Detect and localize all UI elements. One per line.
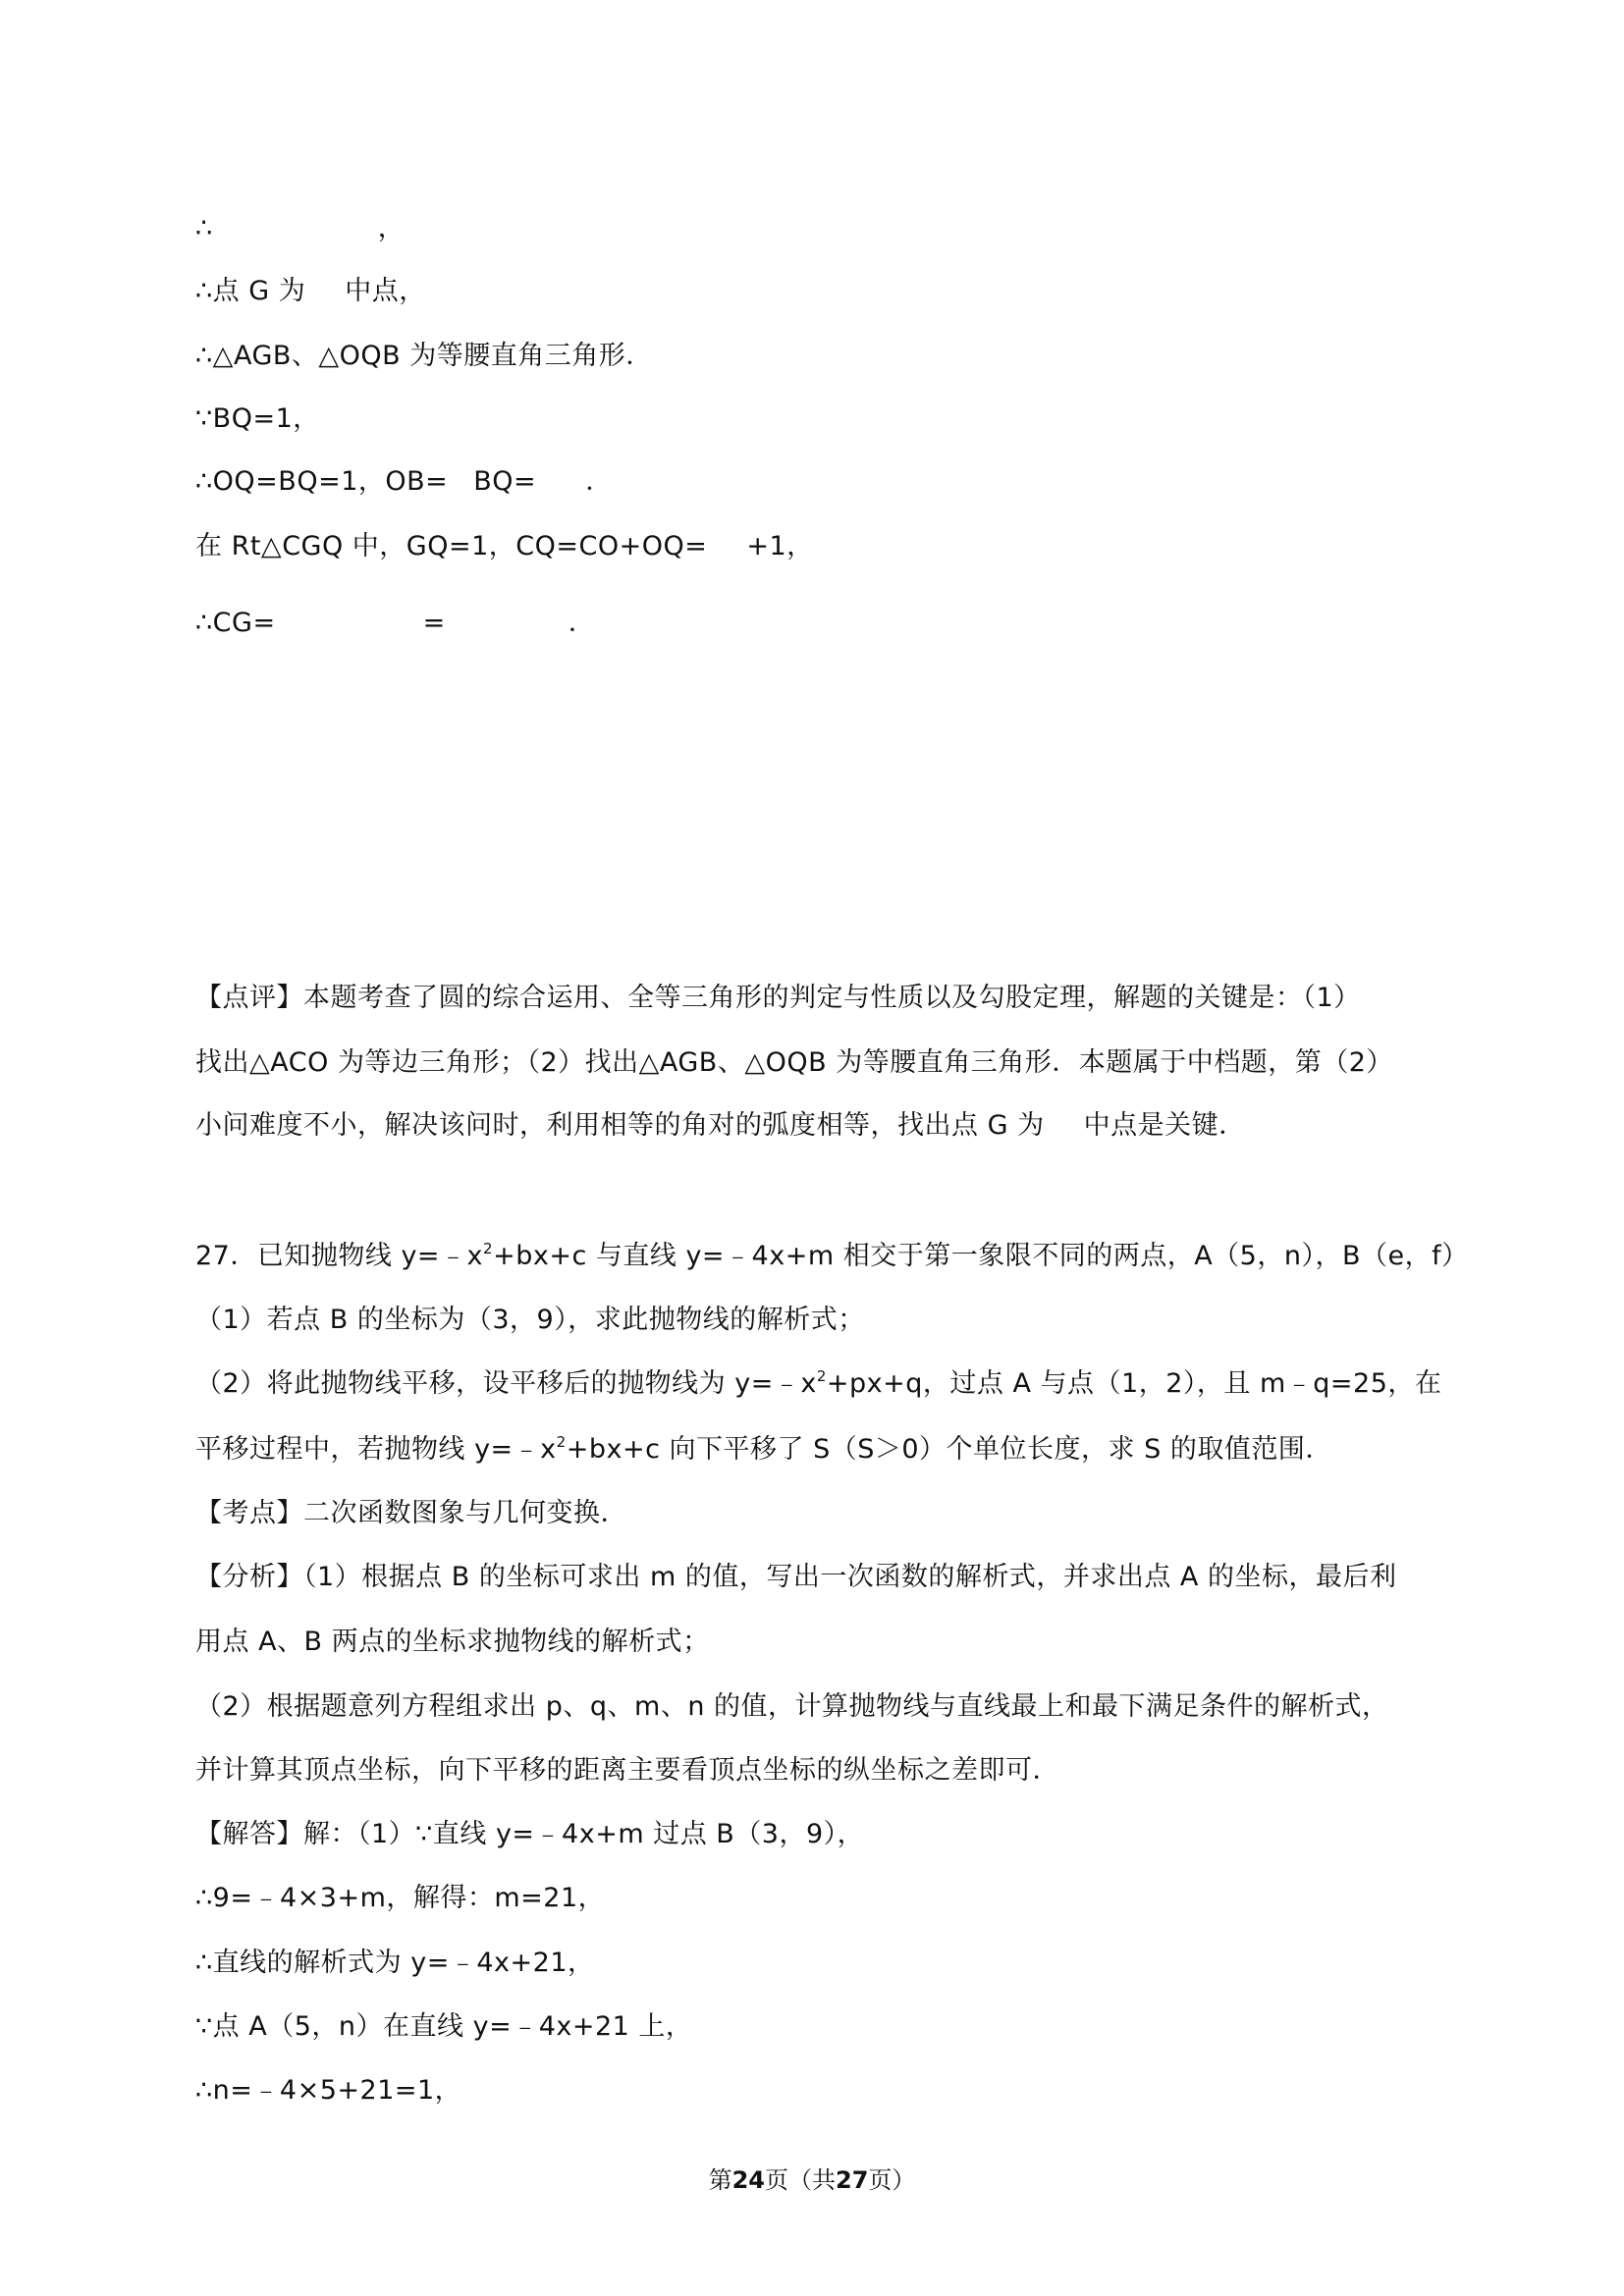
question-27-fenxi-4: 并计算其顶点坐标，向下平移的距离主要看顶点坐标的纵坐标之差即可． [195,1755,1059,1786]
question-27-fenxi-2: 用点 A、B 两点的坐标求抛物线的解析式； [195,1627,710,1657]
question-27-fenxi-3: （2）根据题意列方程组求出 p、q、m、n 的值，计算抛物线与直线最上和最下满足条件的解析式， [195,1691,1389,1722]
comment-line-2: 找出△ACO 为等边三角形；（2）找出△AGB、△OQB 为等腰直角三角形．本题属于中档题，第（2） [195,1047,1393,1078]
proof-line-6: 在 Rt△CGQ 中，GQ=1，CQ=CO+OQ= +1， [195,531,814,561]
question-27-part-2-line-2: 平移过程中，若抛物线 $y=﹣x^2+bx+c$ 向下平移了 S（S＞0）个单位长度，求 S 的取值范围． [195,1433,1332,1465]
proof-line-7: ∴CG= = ． [195,608,596,638]
page-footer: 第24页（共27页） [708,2166,916,2194]
question-27-fenxi-1: 【分析】（1）根据点 B 的坐标可求出 m 的值，写出一次函数的解析式，并求出点 A 的坐标，最后利 [195,1562,1397,1592]
comment-line-3: 小问难度不小，解决该问时，利用相等的角对的弧度相等，找出点 G 为 中点是关键． [195,1110,1246,1141]
question-27-part-1: （1）若点 B 的坐标为（3，9），求此抛物线的解析式； [195,1305,865,1335]
question-27-stem: 27．已知抛物线 $y=﹣x^2+bx+c$ 与直线 y=﹣4x+m 相交于第一象限不同的两点，A（5，n），B（e，f） [195,1240,1469,1271]
question-27-jieda-1: 【解答】解：（1）∵直线 y=﹣4x+m 过点 B（3，9）， [195,1819,865,1849]
proof-line-2: ∴点 G 为 中点， [195,276,426,306]
comment-line-1: 【点评】本题考查了圆的综合运用、全等三角形的判定与性质以及勾股定理，解题的关键是：（1） [195,983,1361,1013]
proof-line-4: ∵BQ=1， [195,403,320,434]
question-27-jieda-4: ∵点 A（5，n）在直线 y=﹣4x+21 上， [195,2011,693,2042]
question-27-kaodian: 【考点】二次函数图象与几何变换． [195,1498,627,1528]
proof-line-5: ∴OQ=BQ=1，OB= BQ= ． [195,466,613,497]
question-27-part-2-line-1: （2）将此抛物线平移，设平移后的抛物线为 $y=﹣x^2+px+q$，过点 A 与点（1，2），且 m﹣q=25，在 [195,1367,1442,1399]
page-number: 24 [731,2166,765,2194]
proof-line-3: ∴△AGB、△OQB 为等腰直角三角形． [195,341,653,371]
question-27-jieda-2: ∴9=﹣4×3+m，解得：m=21， [195,1883,606,1913]
page-total: 27 [836,2166,869,2194]
question-27-jieda-5: ∴n=﹣4×5+21=1， [195,2075,462,2106]
proof-line-1: ∴ ， [195,213,406,243]
question-27-jieda-3: ∴直线的解析式为 y=﹣4x+21， [195,1948,595,1978]
